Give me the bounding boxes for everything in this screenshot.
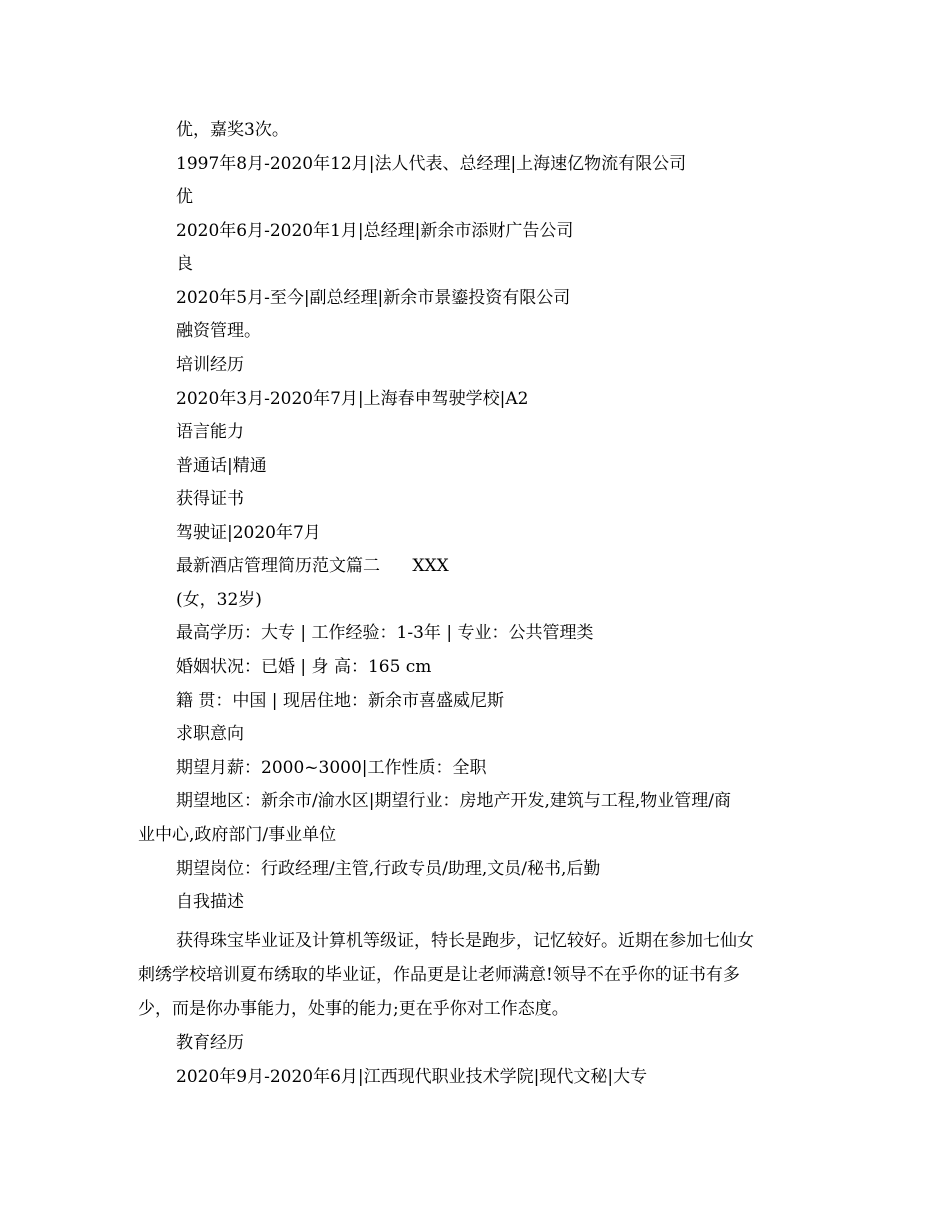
- text-line: 业中心,政府部门/事业单位: [138, 825, 337, 845]
- text-line: 期望岗位：行政经理/主管,行政专员/助理,文员/秘书,后勤: [176, 859, 601, 879]
- text-line: 优，嘉奖3次。: [176, 120, 289, 140]
- text-line: 2020年9月-2020年6月|江西现代职业技术学院|现代文秘|大专: [176, 1067, 648, 1087]
- text-line: 2020年6月-2020年1月|总经理|新余市添财广告公司: [176, 221, 574, 241]
- text-line: 婚姻状况：已婚 | 身 高：165 cm: [176, 657, 432, 677]
- text-line: 期望地区：新余市/渝水区|期望行业：房地产开发,建筑与工程,物业管理/商: [176, 791, 731, 811]
- paragraph-line: 少，而是你办事能力，处事的能力;更在乎你对工作态度。: [138, 999, 569, 1019]
- text-line: 优: [176, 187, 193, 207]
- text-line: 期望月薪：2000~3000|工作性质：全职: [176, 758, 487, 778]
- paragraph-line: 刺绣学校培训夏布绣取的毕业证，作品更是让老师满意!领导不在乎你的证书有多: [138, 965, 740, 985]
- section-heading: 自我描述: [176, 892, 244, 912]
- text-line: 2020年5月-至今|副总经理|新余市景鎏投资有限公司: [176, 288, 571, 308]
- section-heading: 教育经历: [176, 1033, 244, 1053]
- text-line: 驾驶证|2020年7月: [176, 523, 321, 543]
- text-line: 最高学历：大专 | 工作经验：1-3年 | 专业：公共管理类: [176, 623, 594, 643]
- section-heading: 语言能力: [176, 422, 244, 442]
- text-line: 籍 贯：中国 | 现居住地：新余市喜盛威尼斯: [176, 691, 504, 711]
- paragraph-line: 获得珠宝毕业证及计算机等级证，特长是跑步，记忆较好。近期在参加七仙女: [176, 931, 754, 951]
- text-line: 普通话|精通: [176, 456, 267, 476]
- text-line: 1997年8月-2020年12月|法人代表、总经理|上海速亿物流有限公司: [176, 154, 687, 174]
- text-line: (女，32岁): [176, 590, 262, 610]
- text-line: 融资管理。: [176, 321, 261, 341]
- section-heading: 获得证书: [176, 489, 244, 509]
- section-heading: 培训经历: [176, 355, 244, 375]
- article-title: 最新酒店管理简历范文篇二 XXX: [176, 556, 449, 576]
- text-line: 良: [176, 254, 193, 274]
- section-heading: 求职意向: [176, 724, 244, 744]
- text-line: 2020年3月-2020年7月|上海春申驾驶学校|A2: [176, 389, 529, 409]
